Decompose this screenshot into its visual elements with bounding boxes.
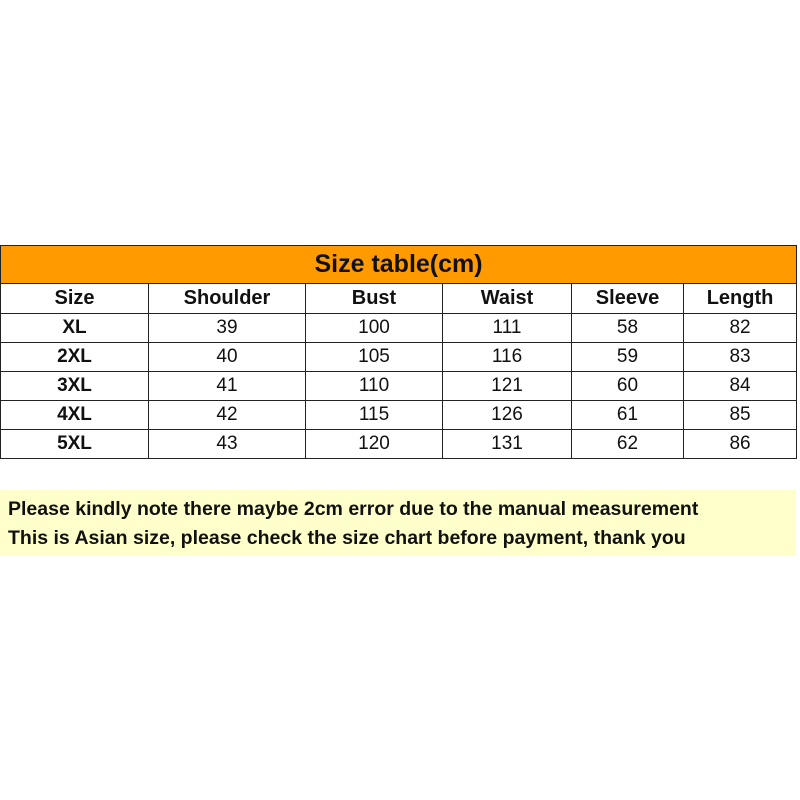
waist-cell: 126 xyxy=(443,401,572,430)
waist-cell: 111 xyxy=(443,314,572,343)
waist-cell: 131 xyxy=(443,430,572,459)
table-row xyxy=(1,372,797,401)
length-cell: 86 xyxy=(684,430,797,459)
size-cell: 2XL xyxy=(1,343,149,372)
bust-cell: 110 xyxy=(306,372,443,401)
shoulder-cell: 40 xyxy=(149,343,306,372)
shoulder-cell: 43 xyxy=(149,430,306,459)
shoulder-cell: 42 xyxy=(149,401,306,430)
waist-cell: 121 xyxy=(443,372,572,401)
note-line-error: Please kindly note there maybe 2cm error due to the manual measurement xyxy=(8,498,699,520)
column-header-shoulder: Shoulder xyxy=(149,284,306,314)
table-row xyxy=(1,401,797,430)
length-cell: 83 xyxy=(684,343,797,372)
measurement-note xyxy=(0,490,796,556)
column-header-sleeve: Sleeve xyxy=(572,284,684,314)
note-line-asian-size: This is Asian size, please check the size chart before payment, thank you xyxy=(8,527,686,549)
bust-cell: 120 xyxy=(306,430,443,459)
table-row xyxy=(1,314,797,343)
sleeve-cell: 58 xyxy=(572,314,684,343)
size-table xyxy=(0,245,797,459)
sleeve-cell: 59 xyxy=(572,343,684,372)
shoulder-cell: 41 xyxy=(149,372,306,401)
size-cell: XL xyxy=(1,314,149,343)
length-cell: 82 xyxy=(684,314,797,343)
sleeve-cell: 62 xyxy=(572,430,684,459)
table-header-row xyxy=(1,284,797,314)
table-row xyxy=(1,430,797,459)
bust-cell: 115 xyxy=(306,401,443,430)
column-header-waist: Waist xyxy=(443,284,572,314)
column-header-bust: Bust xyxy=(306,284,443,314)
length-cell: 84 xyxy=(684,372,797,401)
shoulder-cell: 39 xyxy=(149,314,306,343)
bust-cell: 105 xyxy=(306,343,443,372)
sleeve-cell: 61 xyxy=(572,401,684,430)
size-cell: 5XL xyxy=(1,430,149,459)
column-header-size: Size xyxy=(1,284,149,314)
bust-cell: 100 xyxy=(306,314,443,343)
size-cell: 3XL xyxy=(1,372,149,401)
table-row xyxy=(1,343,797,372)
length-cell: 85 xyxy=(684,401,797,430)
table-title-row xyxy=(1,246,797,284)
table-title: Size table(cm) xyxy=(1,246,797,284)
size-cell: 4XL xyxy=(1,401,149,430)
column-header-length: Length xyxy=(684,284,797,314)
sleeve-cell: 60 xyxy=(572,372,684,401)
waist-cell: 116 xyxy=(443,343,572,372)
